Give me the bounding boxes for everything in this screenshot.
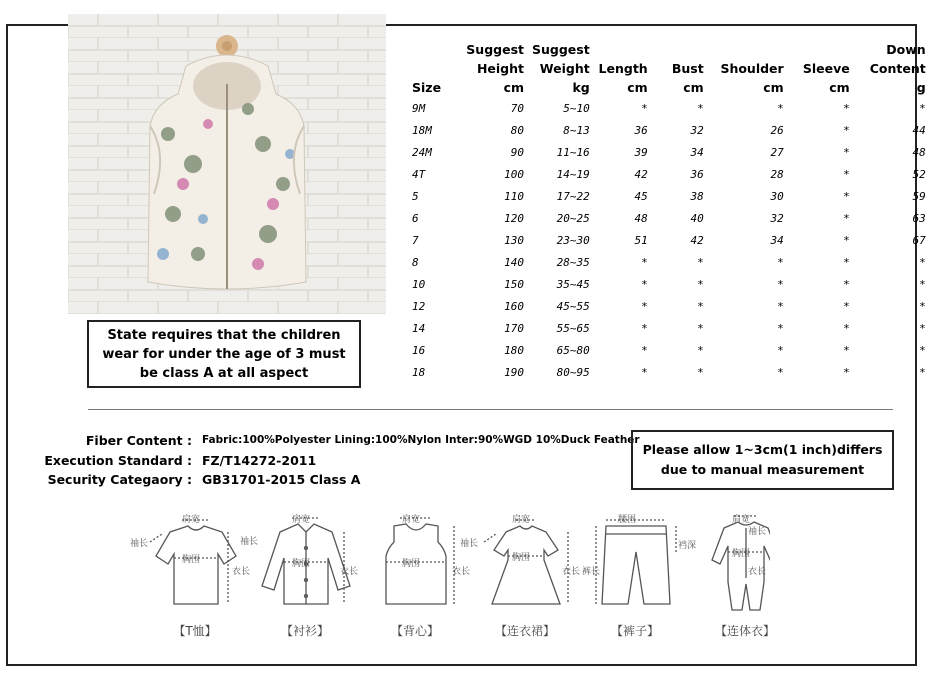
table-cell: 100 [504,167,524,181]
table-cell: 120 [504,211,524,225]
table-cell: 170 [504,321,524,335]
header-weight: Suggest Weight kg [532,42,590,95]
table-cell: * [843,101,850,115]
measurement-label: 裆深 [678,541,697,551]
table-cell: * [919,277,926,291]
table-cell: * [697,101,704,115]
table-cell: 12 [412,299,426,313]
measurement-label: 袖长 [240,537,259,547]
table-row [408,141,930,163]
table-cell: 10 [412,277,426,291]
table-cell: 51 [634,233,648,247]
measurement-label: 胸围 [402,559,421,569]
table-cell: * [843,277,850,291]
table-cell: * [843,167,850,181]
table-cell: 110 [504,189,524,203]
measurement-label: 袖长 [748,527,767,537]
table-cell: 67 [912,233,926,247]
table-cell: 8~13 [563,123,590,137]
table-cell: * [919,299,926,313]
garment-caption-romper: 【连体衣】 [714,624,775,638]
table-cell: 4T [412,167,426,181]
table-row [408,163,930,185]
header-sleeve: Sleeve cm [802,61,850,95]
table-cell: 45 [634,189,648,203]
header-bust: Bust cm [671,61,704,95]
measurement-label: 肩宽 [402,515,421,525]
table-cell: * [641,343,648,357]
table-cell: * [641,365,648,379]
header-height: Suggest Height cm [466,42,524,95]
measurement-label: 肩宽 [182,515,201,525]
product-photo [68,14,386,314]
table-cell: * [777,101,784,115]
measurement-label: 衣长 [232,567,251,577]
table-cell: * [697,365,704,379]
table-cell: 8 [412,255,419,269]
table-cell: * [697,343,704,357]
table-cell: * [697,299,704,313]
table-row [408,207,930,229]
measurement-tolerance-note: Please allow 1~3cm(1 inch)differs due to manual measurement [631,430,894,490]
table-cell: 44 [912,123,926,137]
garment-caption-pants: 【裤子】 [610,624,659,638]
table-cell: 63 [912,211,926,225]
table-cell: 30 [770,189,784,203]
table-cell: 140 [504,255,524,269]
table-row [408,339,930,361]
table-cell: * [919,343,926,357]
table-cell: * [843,189,850,203]
table-cell: 80~95 [556,365,590,379]
table-cell: * [697,321,704,335]
table-cell: 65~80 [556,343,590,357]
table-cell: * [777,277,784,291]
table-cell: * [777,365,784,379]
table-cell: * [697,277,704,291]
table-cell: 32 [770,211,784,225]
table-cell: 18 [412,365,426,379]
section-divider [88,409,893,410]
table-cell: * [777,255,784,269]
table-row [408,119,930,141]
measurement-label: 袖长 [460,539,479,549]
table-cell: * [919,255,926,269]
table-cell: 70 [510,101,524,115]
table-cell: * [843,343,850,357]
header-length: Length cm [598,61,648,95]
table-cell: 32 [690,123,704,137]
table-cell: * [641,321,648,335]
table-cell: * [843,145,850,159]
garment-caption-vest: 【背心】 [390,624,439,638]
table-cell: 42 [690,233,704,247]
table-cell: 55~65 [556,321,590,335]
table-cell: 48 [912,145,926,159]
table-cell: * [843,299,850,313]
table-cell: 24M [412,145,432,159]
security-category-value: GB31701-2015 Class A [202,472,361,487]
execution-standard-label: Execution Standard : [44,453,192,468]
pants-icon [596,520,676,604]
table-cell: * [641,299,648,313]
table-cell: 9M [412,101,426,115]
table-cell: * [919,365,926,379]
garment-measurement-diagrams [130,512,775,652]
header-down-content: Down Content g [869,42,926,95]
measurement-label: 胸围 [732,549,751,559]
garment-caption-tshirt: 【T恤】 [173,624,217,638]
table-cell: * [777,299,784,313]
table-cell: 40 [690,211,704,225]
table-cell: 39 [634,145,648,159]
security-category-label: Security Categaory : [47,472,192,487]
garment-caption-dress: 【连衣裙】 [494,624,555,638]
table-cell: 34 [690,145,704,159]
table-cell: 6 [412,211,419,225]
table-cell: 28 [770,167,784,181]
table-cell: * [843,233,850,247]
table-cell: * [777,321,784,335]
table-cell: 190 [504,365,524,379]
table-cell: 90 [510,145,524,159]
table-cell: 130 [504,233,524,247]
table-cell: 14~19 [556,167,590,181]
table-row [408,295,930,317]
table-cell: 16 [412,343,426,357]
table-cell: 180 [504,343,524,357]
table-cell: 18M [412,123,432,137]
table-cell: 80 [510,123,524,137]
measurement-label: 胸围 [292,559,311,569]
table-cell: * [843,211,850,225]
table-row [408,361,930,383]
table-row [408,251,930,273]
measurement-label: 衣长 [562,567,581,577]
table-cell: 45~55 [556,299,590,313]
table-cell: 5~10 [563,101,590,115]
table-cell: 36 [634,123,648,137]
size-table-header-row [408,40,930,97]
measurement-label: 肩宽 [732,515,751,525]
table-row [408,317,930,339]
table-cell: 34 [770,233,784,247]
table-cell: * [641,277,648,291]
table-cell: 14 [412,321,426,335]
table-cell: 20~25 [556,211,590,225]
table-row [408,229,930,251]
table-cell: * [919,321,926,335]
table-cell: * [697,255,704,269]
table-cell: * [641,255,648,269]
header-shoulder: Shoulder cm [720,61,784,95]
measurement-label: 肩宽 [292,515,311,525]
fiber-content-value: Fabric:100%Polyester Lining:100%Nylon Inter:90%WGD 10%Duck Feather [202,434,640,446]
measurement-label: 袖长 [130,539,149,549]
safety-notice: State requires that the children wear for under the age of 3 must be class A at all aspect [87,320,361,388]
execution-standard-value: FZ/T14272-2011 [202,453,317,468]
table-cell: 35~45 [556,277,590,291]
table-cell: * [843,123,850,137]
table-cell: 28~35 [556,255,590,269]
table-cell: 26 [770,123,784,137]
measurement-label: 衣长 [452,567,471,577]
table-cell: 23~30 [556,233,590,247]
measurement-label: 胸围 [182,555,201,565]
table-cell: 42 [634,167,648,181]
table-cell: 160 [504,299,524,313]
table-cell: 11~16 [556,145,590,159]
measurement-label: 裤长 [582,567,601,577]
fiber-content-label: Fiber Content : [85,433,192,448]
garment-caption-shirt: 【衬衫】 [280,624,329,638]
table-cell: 27 [770,145,784,159]
table-cell: 48 [634,211,648,225]
table-cell: 52 [912,167,926,181]
table-cell: * [843,255,850,269]
table-cell: 59 [912,189,926,203]
measurement-label: 胸围 [512,553,531,563]
measurement-label: 衣长 [340,567,359,577]
table-cell: * [777,343,784,357]
measurement-label: 肩宽 [512,515,531,525]
table-cell: 150 [504,277,524,291]
table-cell: 5 [412,189,419,203]
table-cell: 38 [690,189,704,203]
measurement-label: 衣长 [748,567,767,577]
measurement-label: 腰围 [618,515,637,525]
table-cell: 7 [412,233,419,247]
table-cell: * [641,101,648,115]
size-chart-table [408,40,930,383]
table-row [408,97,930,119]
table-row [408,273,930,295]
table-cell: * [919,101,926,115]
header-size: Size [412,80,442,95]
table-cell: * [843,321,850,335]
table-row [408,185,930,207]
table-cell: 36 [690,167,704,181]
table-cell: 17~22 [556,189,590,203]
table-cell: * [843,365,850,379]
